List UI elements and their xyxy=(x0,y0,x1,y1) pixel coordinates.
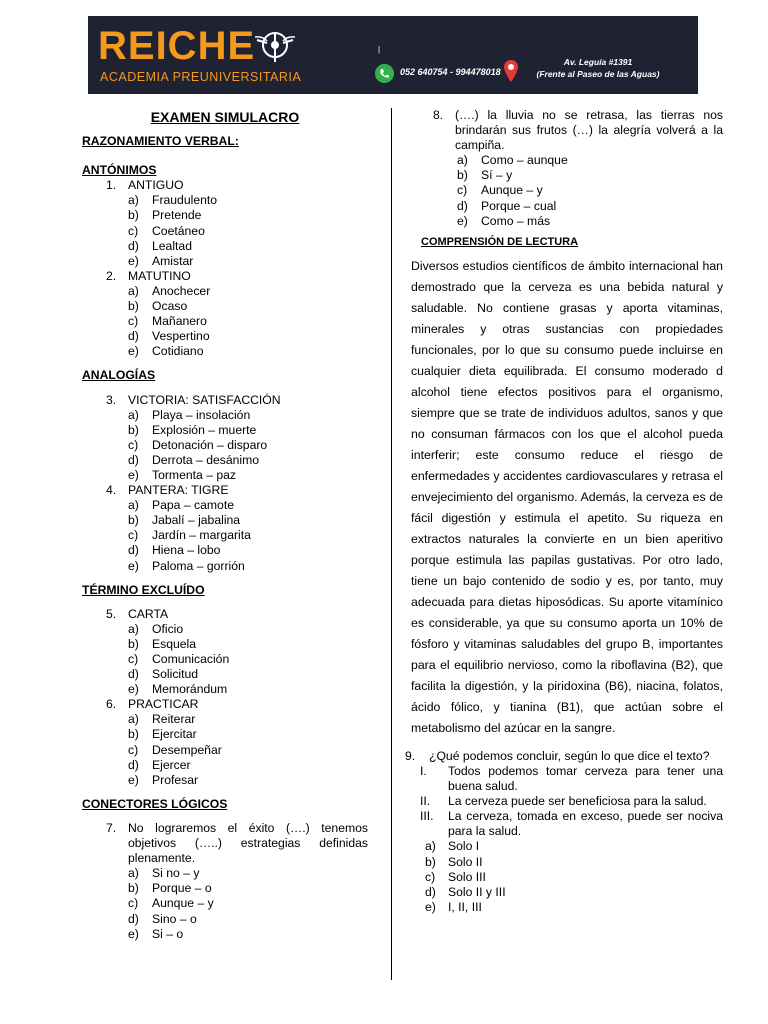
statement: III. La cerveza, tomada en exceso, puede ser nociva para la salud. xyxy=(420,809,723,839)
option: e) Memorándum xyxy=(128,682,228,697)
option: b) Jabalí – jabalina xyxy=(128,513,241,528)
question: 9. ¿Qué podemos concluir, según lo que dice el texto? xyxy=(405,748,710,763)
option: a) Solo I xyxy=(425,839,480,854)
option: b) Esquela xyxy=(128,636,197,651)
question-block xyxy=(405,748,723,915)
statement: I. Todos podemos tomar cerveza para tener una buena salud. xyxy=(420,763,723,794)
option: a) Playa – insolación xyxy=(128,407,251,422)
section-conectores: CONECTORES LÓGICOS xyxy=(82,796,228,811)
question: 5. CARTA xyxy=(106,606,169,621)
option: c) Desempeñar xyxy=(128,742,222,757)
option: d) Hiena – lobo xyxy=(128,543,221,558)
option: a) Como – aunque xyxy=(457,153,568,168)
option: c) Comunicación xyxy=(128,652,230,666)
option: d) Solo II y III xyxy=(425,884,506,899)
option: a) Oficio xyxy=(128,621,184,636)
option: d) Vespertino xyxy=(128,329,210,344)
question: 2. MATUTINO xyxy=(106,268,191,283)
brand-subtitle: ACADEMIA PREUNIVERSITARIA xyxy=(100,70,302,84)
phone-numbers: 052 640754 - 994478018 xyxy=(400,67,501,77)
right-column xyxy=(405,108,723,915)
question: 8. (….) la lluvia no se retrasa, las tierras nos brindarán sus frutos (…) la alegría volverá a la campiña. xyxy=(433,108,723,153)
column-divider xyxy=(391,108,392,980)
location-pin-icon xyxy=(504,60,518,82)
header-banner: REICHE ACADEMIA PREUNIVERSITARIA | 052 640754 - 994478018 Av. Leguía #1391 (Frente al Paseo de las Aguas) xyxy=(88,16,698,94)
option: e) Paloma – gorrión xyxy=(128,558,245,573)
option: c) Coetáneo xyxy=(128,223,205,238)
option: d) Ejercer xyxy=(128,757,191,772)
option: e) Tormenta – paz xyxy=(128,467,237,482)
left-column xyxy=(82,108,368,942)
option: c) Solo III xyxy=(425,869,486,884)
exam-title: EXAMEN SIMULACRO xyxy=(150,109,300,125)
option: d) Porque – cual xyxy=(457,198,557,213)
question-block xyxy=(82,178,368,359)
address: Av. Leguía #1391 (Frente al Paseo de las Aguas) xyxy=(536,57,660,79)
question-block xyxy=(82,607,368,788)
question: 6. PRACTICAR xyxy=(106,697,199,712)
option: e) Como – más xyxy=(457,213,551,228)
option: b) Sí – y xyxy=(457,168,513,183)
option: b) Ejercitar xyxy=(128,727,197,742)
option: b) Solo II xyxy=(425,854,483,869)
option: e) I, II, III xyxy=(425,899,482,914)
section-analogias: ANALOGÍAS xyxy=(82,368,156,383)
question-block xyxy=(82,821,368,942)
option: d) Solicitud xyxy=(128,667,199,682)
option: d) Sino – o xyxy=(128,911,197,926)
section-comprension: COMPRENSIÓN DE LECTURA xyxy=(421,235,579,248)
option: c) Detonación – disparo xyxy=(128,437,268,452)
option: a) Anochecer xyxy=(128,283,211,298)
option: c) Aunque – y xyxy=(457,183,543,198)
option: d) Lealtad xyxy=(128,238,192,253)
question: 7. No lograremos el éxito (….) tenemos objetivos (…..) estrategias definidas plenamente. xyxy=(106,820,368,866)
option: a) Papa – camote xyxy=(128,498,234,513)
section-antonimos: ANTÓNIMOS xyxy=(82,163,157,178)
option: e) Cotidiano xyxy=(128,344,204,359)
option: c) Jardín – margarita xyxy=(128,528,251,543)
statement: II. La cerveza puede ser beneficiosa para la salud. xyxy=(420,794,707,809)
option: b) Pretende xyxy=(128,208,202,223)
option: e) Si – o xyxy=(128,926,184,941)
subject-heading: RAZONAMIENTO VERBAL: xyxy=(82,134,239,149)
section-termino-excluido: TÉRMINO EXCLUÍDO xyxy=(82,582,205,597)
option: a) Si no – y xyxy=(128,866,200,881)
brand-logo: REICHE xyxy=(98,24,256,68)
option: b) Ocaso xyxy=(128,299,188,314)
option: a) Fraudulento xyxy=(128,193,218,208)
option: c) Aunque – y xyxy=(128,896,214,911)
question: 4. PANTERA: TIGRE xyxy=(106,483,229,498)
question-block xyxy=(411,108,723,229)
option: b) Explosión – muerte xyxy=(128,422,257,437)
phone-icon xyxy=(375,64,394,83)
question: 1. ANTIGUO xyxy=(106,178,184,193)
option: a) Reiterar xyxy=(128,712,196,727)
option: d) Derrota – desánimo xyxy=(128,452,260,467)
question: 3. VICTORIA: SATISFACCIÓN xyxy=(106,392,281,407)
option: c) Mañanero xyxy=(128,314,207,329)
question-block xyxy=(82,393,368,574)
option: e) Amistar xyxy=(128,253,194,268)
caduceus-crest-icon xyxy=(253,30,297,64)
option: e) Profesar xyxy=(128,772,199,787)
option: b) Porque – o xyxy=(128,881,212,896)
reading-passage: Diversos estudios científicos de ámbito internacional han demostrado que la cerveza es una bebida natural y saludable. No contiene grasas y aporta vitaminas, minerales y otras sustancias con propiedades funcionales, por lo que su consumo puede incluirse en cualquier dieta equilibrada. El consumo moderado d alcohol tiene efectos positivos para el organismo, siempre que se trate de individuos adultos, sanos y que no consuman fármacos con los que el alcohol pueda interferir; este consumo reduce el riesgo de enfermedades y accidentes cardiovasculares y retrasa el envejecimiento del organismo. Además, la cerveza es de fácil digestión y estimula el apetito. Su riqueza en extractos naturales la convierte en un bien aperitivo porque estimula las papilas gustativas. Por otro lado, tiene un bajo contenido de sodio y es, por tanto, muy adecuada para dietas hiposódicas. Su aporte vitamínico es considerable, ya que su consumo aporta un 10% de fósforo y vitaminas saludables del grupo B, importantes para el equilibrio nervioso, como la riboflavina (B2), que facilita la digestión, y la piridoxina (B6), niacina, folatos, ácido fólico, y tianina (B1), que actúan sobre el metabolismo del azúcar en la sangre. xyxy=(411,258,723,735)
